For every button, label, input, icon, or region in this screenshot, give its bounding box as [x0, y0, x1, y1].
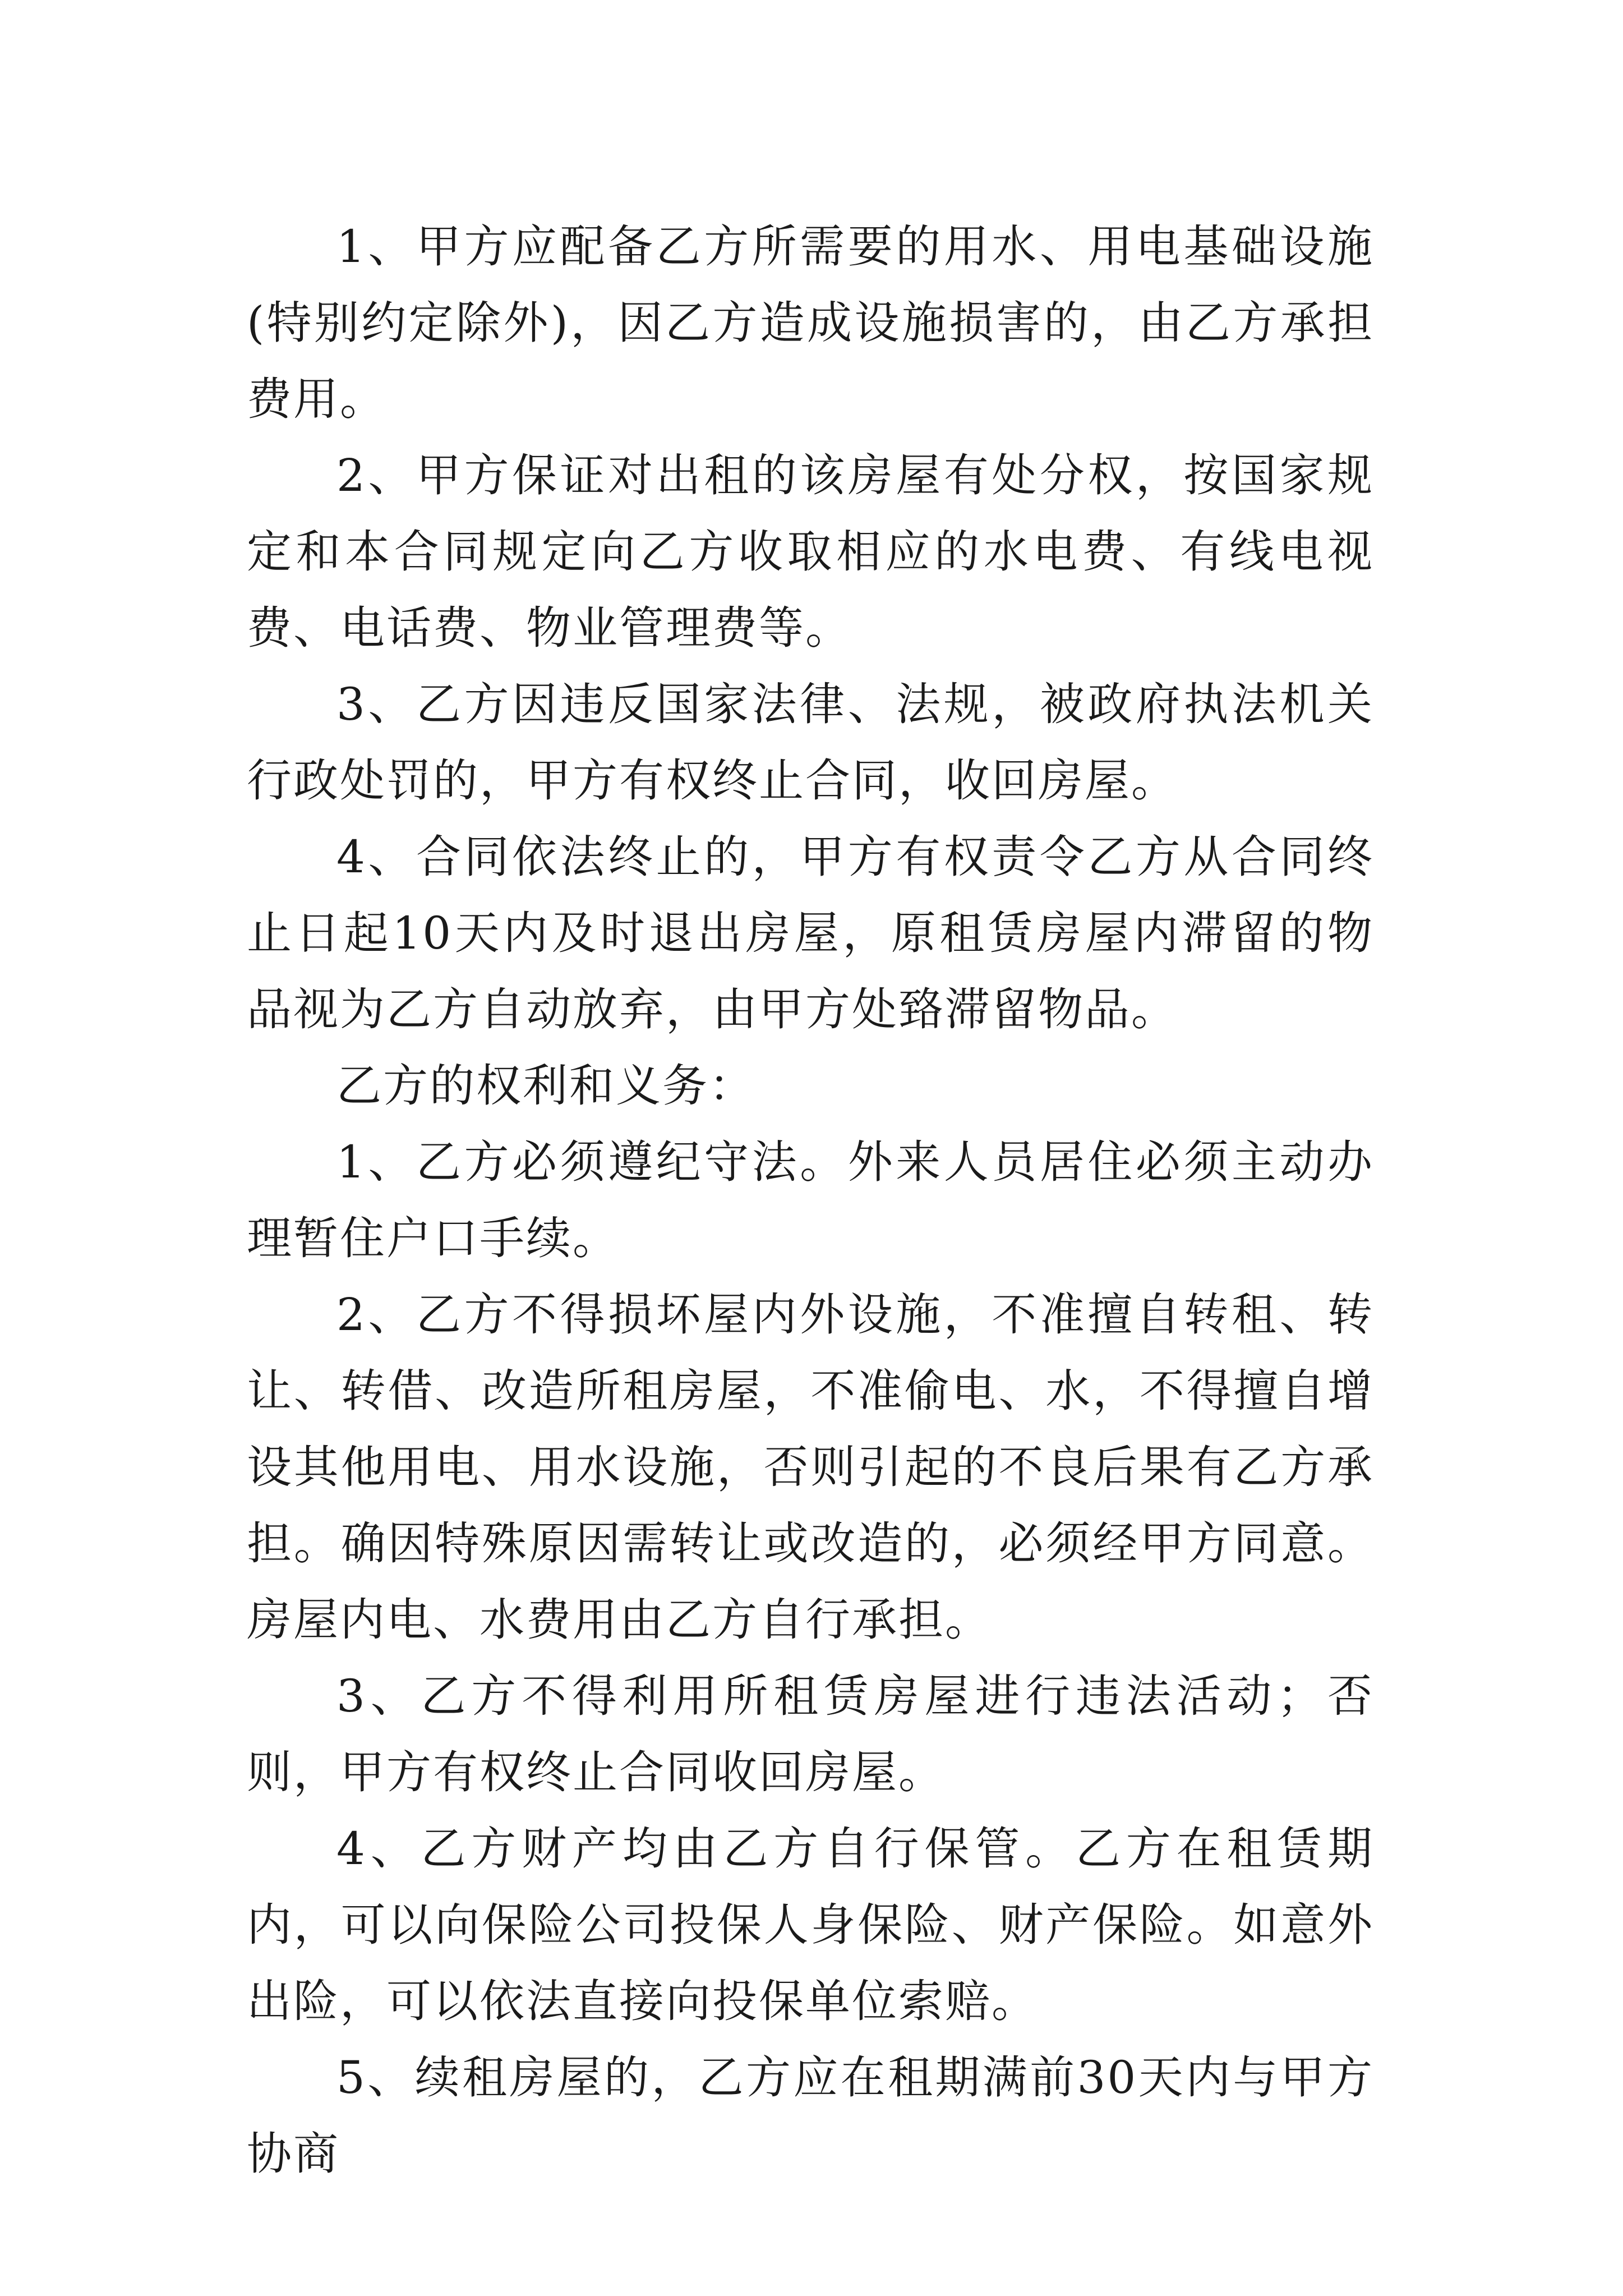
paragraph-lessee-duty-3: 3、乙方不得利用所租赁房屋进行违法活动；否则，甲方有权终止合同收回房屋。: [247, 1670, 1374, 1798]
paragraph-lessee-duty-2: 2、乙方不得损坏屋内外设施，不准擅自转租、转让、转借、改造所租房屋，不准偷电、水，不得擅自增设其他用电、用水设施，否则引起的不良后果有乙方承担。确因特殊原因需转让或改造的，必须经甲方同意。房屋内电、水费用由乙方自行承担。: [247, 1289, 1374, 1646]
paragraph-lessee-duty-5: 5、续租房屋的，乙方应在租期满前30天内与甲方协商: [247, 2051, 1374, 2180]
paragraph-lessor-duty-3: 3、乙方因违反国家法律、法规，被政府执法机关行政处罚的，甲方有权终止合同，收回房屋。: [247, 678, 1374, 807]
document-body: [247, 209, 1374, 2192]
paragraph-lessee-duty-4: 4、乙方财产均由乙方自行保管。乙方在租赁期内，可以向保险公司投保人身保险、财产保险。如意外出险，可以依法直接向投保单位索赔。: [247, 1823, 1374, 2027]
paragraph-lessor-duty-2: 2、甲方保证对出租的该房屋有处分权，按国家规定和本合同规定向乙方收取相应的水电费、有线电视费、电话费、物业管理费等。: [247, 449, 1374, 654]
paragraph-lessor-duty-4: 4、合同依法终止的，甲方有权责令乙方从合同终止日起10天内及时退出房屋，原租赁房屋内滞留的物品视为乙方自动放弃，由甲方处臵滞留物品。: [247, 831, 1374, 1036]
paragraph-lessee-duty-1: 1、乙方必须遵纪守法。外来人员居住必须主动办理暂住户口手续。: [247, 1136, 1374, 1264]
section-heading-lessee-rights: 乙方的权利和义务：: [336, 1060, 755, 1112]
paragraph-lessor-duty-1: 1、甲方应配备乙方所需要的用水、用电基础设施(特别约定除外)，因乙方造成设施损害的，由乙方承担费用。: [247, 220, 1374, 425]
